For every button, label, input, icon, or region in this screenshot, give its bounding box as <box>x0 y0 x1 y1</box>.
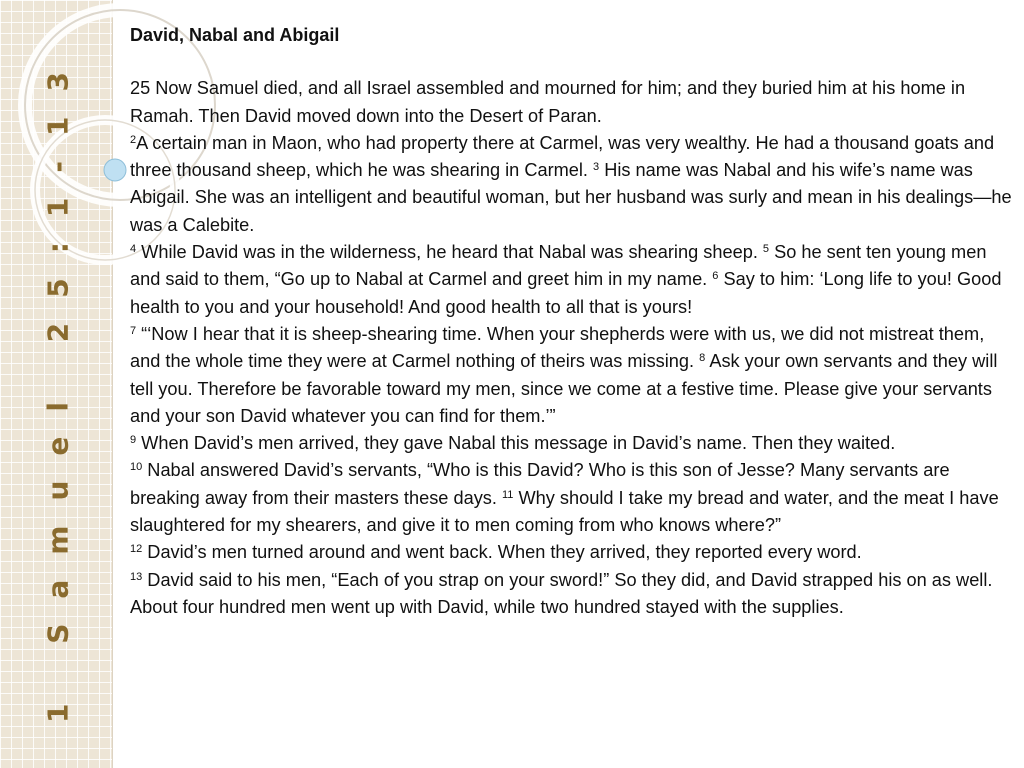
verse-number: 4 <box>130 243 137 256</box>
verse-number: 5 <box>762 243 770 256</box>
slide-heading: David, Nabal and Abigail <box>130 25 340 45</box>
verse-text: So he sent ten young men and said to them, “Go up to Nabal at Carmel and greet him in my name. <box>130 242 987 290</box>
vertical-slide-title: 1 Samuel 25:1-13 <box>41 47 75 723</box>
verse-paragraph <box>130 430 1014 457</box>
verse-paragraph <box>130 539 1014 566</box>
verse-text: David’s men turned around and went back. When they arrived, they reported every word. <box>142 542 862 563</box>
slide-content <box>130 22 1014 621</box>
verse-paragraph <box>130 239 1014 321</box>
verse-paragraph <box>130 457 1014 539</box>
verse-paragraph <box>130 321 1014 430</box>
verse-number: 12 <box>130 543 143 556</box>
verse-number: 3 <box>593 161 600 174</box>
sidebar-panel <box>0 0 113 768</box>
verse-text: A certain man in Maon, who had property there at Carmel, was very wealthy. He had a thousand goats and three thousand sheep, which he was shearing in Carmel. <box>130 132 995 181</box>
scripture-text <box>130 75 1014 621</box>
verse-paragraph <box>130 130 1014 239</box>
verse-number: 13 <box>130 570 143 583</box>
verse-number: 9 <box>130 434 137 447</box>
verse-text: His name was Nabal and his wife’s name was Abigail. She was an intelligent and beautiful woman, but her husband was surly and mean in his dealings—he was a Calebite. <box>130 160 1012 235</box>
verse-text: Nabal answered David’s servants, “Who is this David? Who is this son of Jesse? Many servants are breaking away from their masters these days. <box>130 460 950 508</box>
verse-text: 25 Now Samuel died, and all Israel assembled and mourned for him; and they buried him at his home in Ramah. Then David moved down into the Desert of Paran. <box>130 78 966 126</box>
verse-text: Say to him: ‘Long life to you! Good health to you and your household! And good health to all that is yours! <box>130 269 1002 317</box>
verse-number: 7 <box>130 324 137 337</box>
verse-text: When David’s men arrived, they gave Nabal this message in David’s name. Then they waited. <box>136 433 896 454</box>
verse-number: 2 <box>130 133 137 146</box>
verse-number: 6 <box>712 270 719 283</box>
verse-number: 10 <box>130 461 143 474</box>
verse-paragraph <box>130 75 1014 130</box>
verse-text: David said to his men, “Each of you strap on your sword!” So they did, and David strapped his on as well. About four hundred men went up with David, while two hundred stayed with the supplies. <box>130 569 993 617</box>
verse-text: Ask your own servants and they will tell you. Therefore be favorable toward my men, since we come at a festive time. Please give your servants and your son David whatever you can find for them.’” <box>130 351 998 426</box>
verse-text: Why should I take my bread and water, and the meat I have slaughtered for my shearers, and give it to men coming from who knows where?” <box>130 487 999 536</box>
verse-text: While David was in the wilderness, he heard that Nabal was shearing sheep. <box>136 242 763 263</box>
verse-paragraph <box>130 567 1014 622</box>
verse-text: “‘Now I hear that it is sheep-shearing time. When your shepherds were with us, we did not mistreat them, and the whole time they were at Carmel nothing of theirs was missing. <box>130 323 985 372</box>
verse-number: 8 <box>699 352 706 365</box>
verse-number: 11 <box>502 488 514 501</box>
